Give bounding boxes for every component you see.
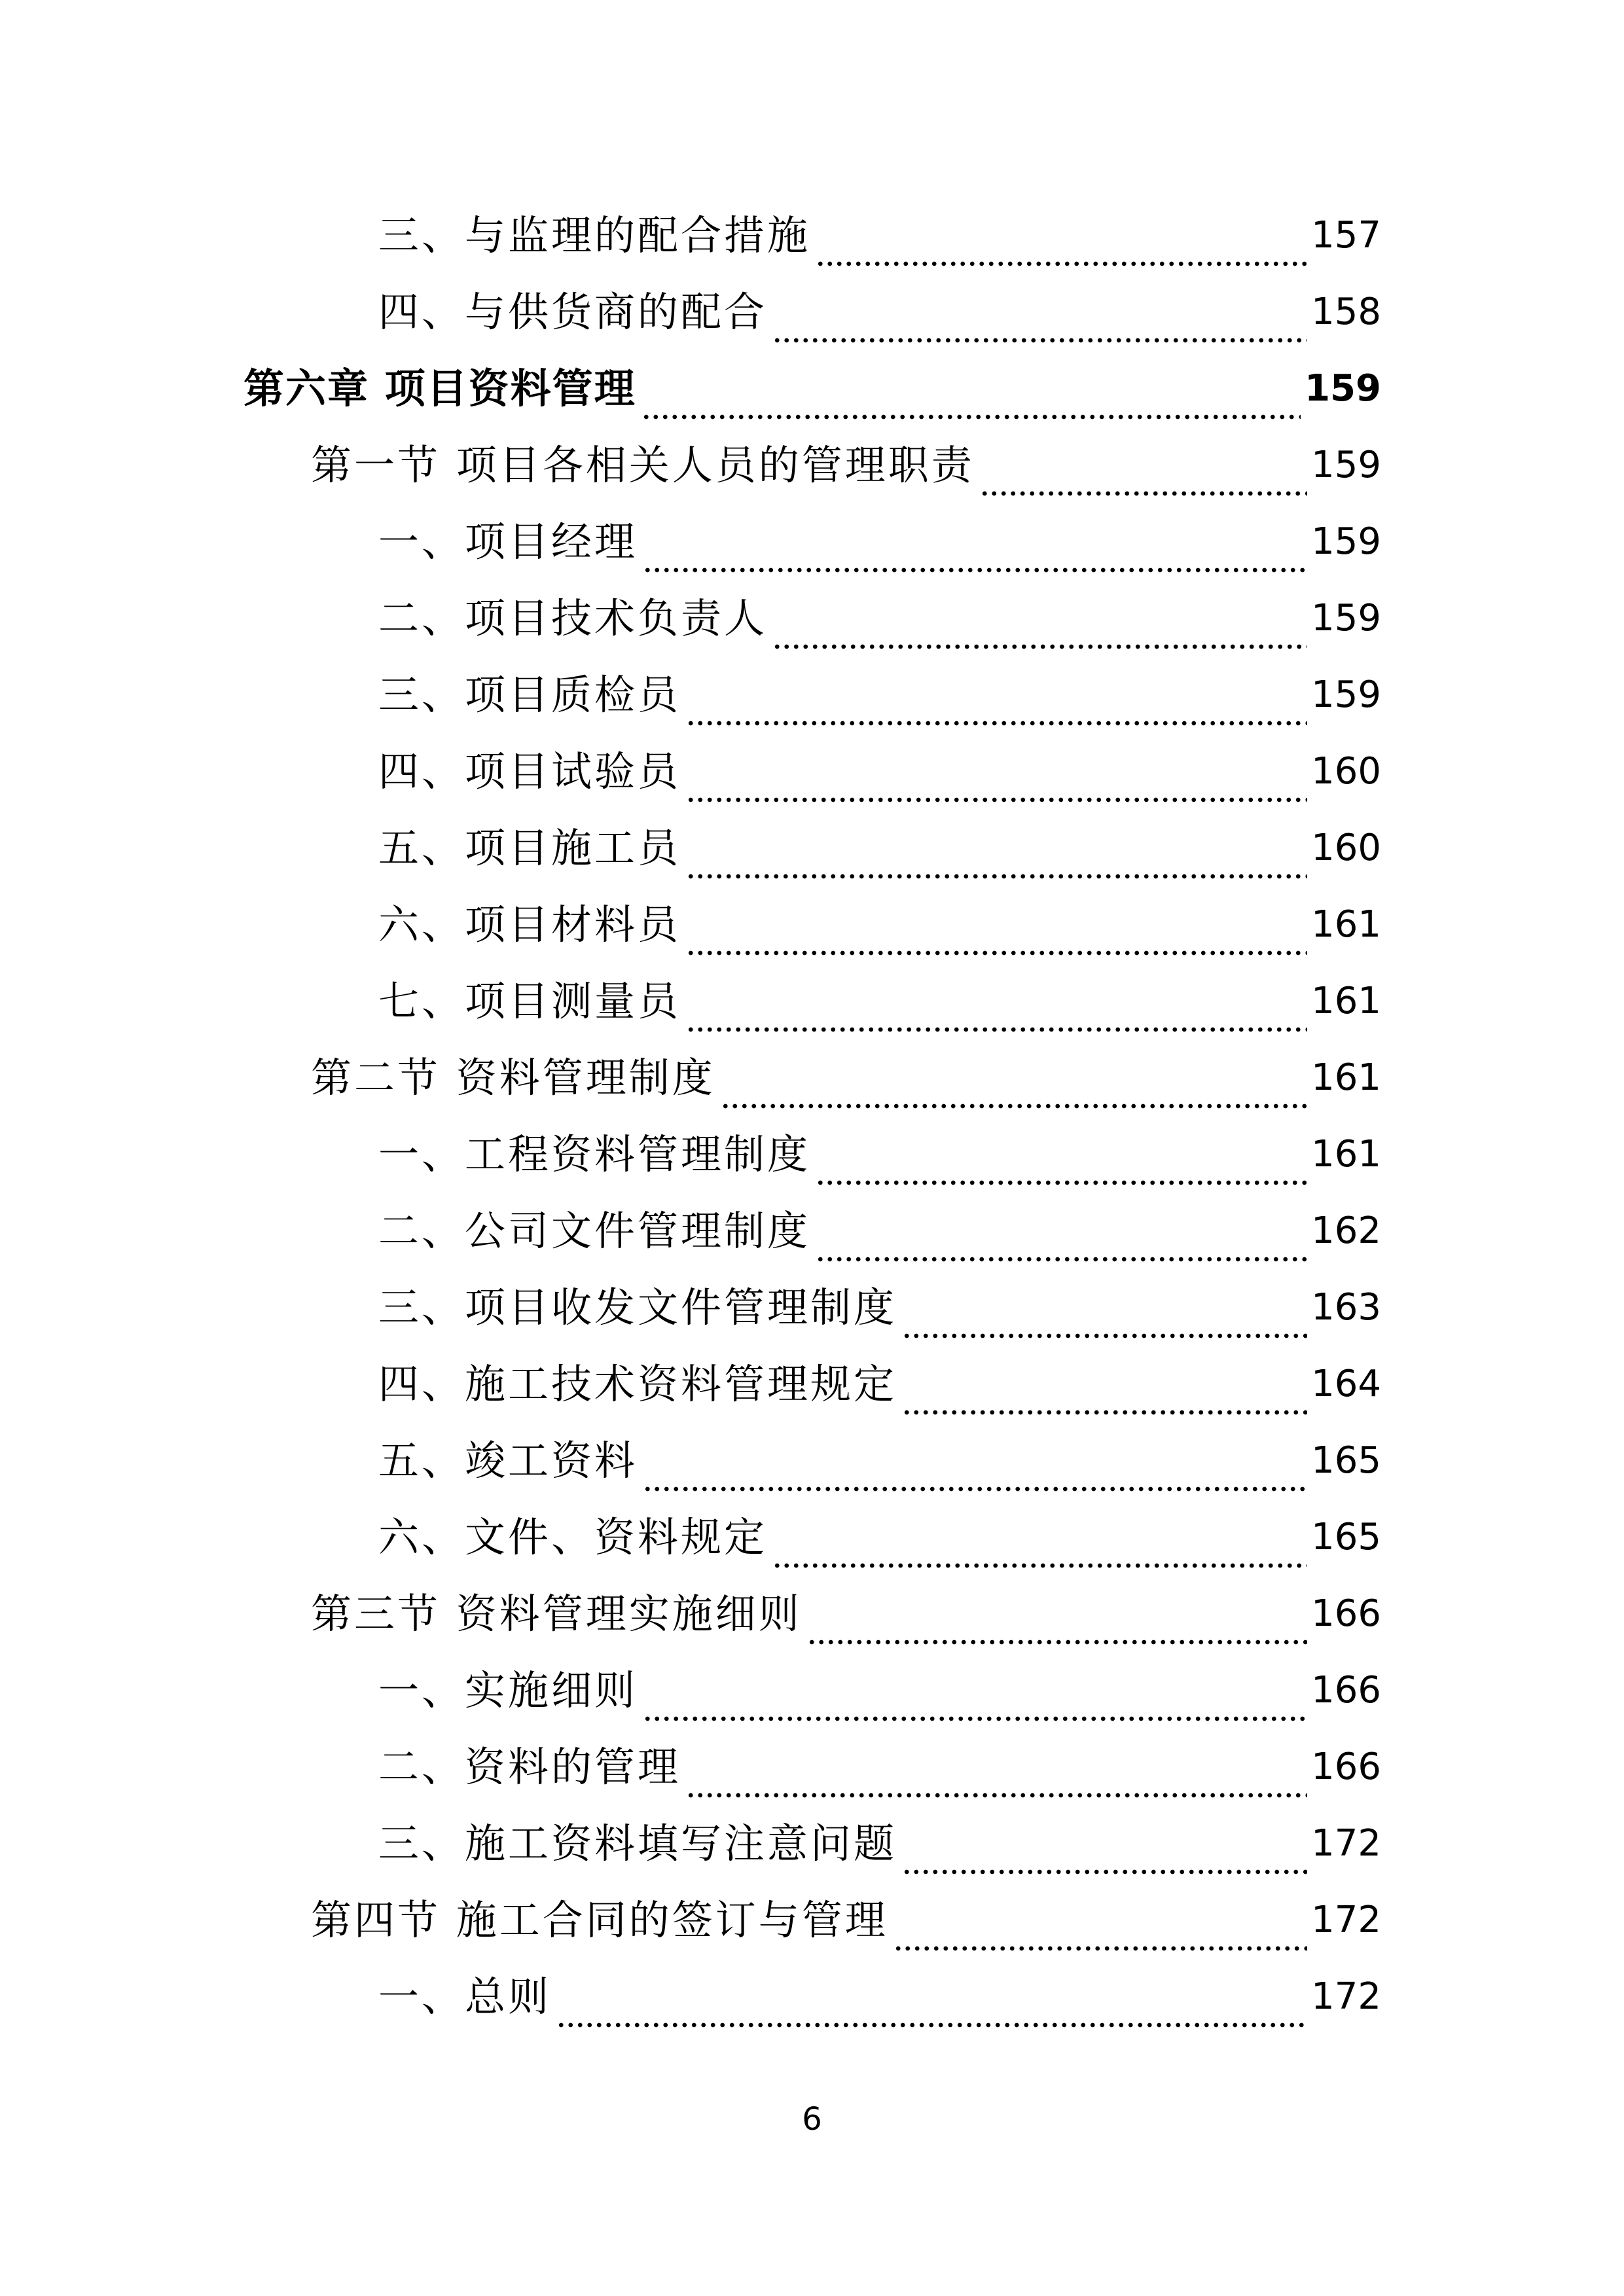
toc-entry-label: 二、资料的管理 bbox=[378, 1743, 681, 1791]
toc-entry[interactable] bbox=[378, 279, 1381, 345]
toc-section-entry[interactable] bbox=[311, 1581, 1381, 1647]
toc-entry[interactable] bbox=[378, 1275, 1381, 1340]
dot-leader bbox=[772, 1530, 1307, 1570]
dot-leader bbox=[643, 1683, 1307, 1723]
toc-section-entry[interactable] bbox=[311, 433, 1381, 498]
toc-entry-page: 172 bbox=[1311, 1822, 1381, 1865]
toc-entry[interactable] bbox=[378, 662, 1381, 728]
dot-leader bbox=[721, 1070, 1307, 1111]
dot-leader bbox=[816, 1147, 1307, 1187]
toc-chapter-entry[interactable] bbox=[244, 356, 1381, 422]
toc-entry[interactable] bbox=[378, 1122, 1381, 1187]
toc-entry-page: 161 bbox=[1311, 1056, 1381, 1099]
dot-leader bbox=[686, 1759, 1307, 1800]
toc-entry-page: 172 bbox=[1311, 1975, 1381, 2018]
toc-entry-page: 172 bbox=[1311, 1899, 1381, 1941]
toc-entry[interactable] bbox=[378, 1428, 1381, 1494]
toc-entry[interactable] bbox=[378, 1964, 1381, 2030]
toc-entry-label: 一、工程资料管理制度 bbox=[378, 1130, 811, 1178]
dot-leader bbox=[686, 840, 1307, 881]
toc-entry-page: 159 bbox=[1311, 520, 1381, 563]
toc-entry-page: 164 bbox=[1311, 1363, 1381, 1405]
toc-entry-page: 165 bbox=[1311, 1439, 1381, 1482]
toc-entry-page: 160 bbox=[1311, 750, 1381, 793]
toc-entry-page: 161 bbox=[1311, 1133, 1381, 1175]
toc-entry-page: 161 bbox=[1311, 980, 1381, 1022]
toc-entry-label: 一、总则 bbox=[378, 1973, 552, 2020]
toc-entry[interactable] bbox=[378, 1811, 1381, 1876]
toc-entry-label: 第一节 项目各相关人员的管理职责 bbox=[311, 441, 975, 489]
dot-leader bbox=[772, 304, 1307, 345]
toc-entry-page: 166 bbox=[1311, 1746, 1381, 1788]
toc-entry[interactable] bbox=[378, 1505, 1381, 1570]
dot-leader bbox=[807, 1606, 1307, 1647]
toc-entry-page: 166 bbox=[1311, 1592, 1381, 1635]
dot-leader bbox=[816, 1223, 1307, 1264]
toc-entry[interactable] bbox=[378, 1658, 1381, 1723]
dot-leader bbox=[772, 611, 1307, 651]
toc-entry-page: 162 bbox=[1311, 1210, 1381, 1252]
dot-leader bbox=[902, 1836, 1307, 1876]
toc-entry-label: 六、项目材料员 bbox=[378, 901, 681, 948]
toc-entry-label: 七、项目测量员 bbox=[378, 977, 681, 1025]
toc-entry-page: 163 bbox=[1311, 1286, 1381, 1329]
toc-entry-label: 第三节 资料管理实施细则 bbox=[311, 1590, 802, 1638]
dot-leader bbox=[686, 764, 1307, 804]
toc-entry[interactable] bbox=[378, 816, 1381, 881]
dot-leader bbox=[893, 1912, 1307, 1953]
toc-entry-label: 三、项目收发文件管理制度 bbox=[378, 1283, 897, 1331]
toc-entry-label: 四、施工技术资料管理规定 bbox=[378, 1360, 897, 1408]
toc-entry[interactable] bbox=[378, 969, 1381, 1034]
toc-entry-label: 第四节 施工合同的签订与管理 bbox=[311, 1896, 888, 1944]
toc-entry[interactable] bbox=[378, 892, 1381, 958]
dot-leader bbox=[641, 381, 1301, 422]
toc-entry[interactable] bbox=[378, 1352, 1381, 1417]
dot-leader bbox=[556, 1989, 1307, 2030]
toc-entry-page: 158 bbox=[1311, 291, 1381, 333]
toc-section-entry[interactable] bbox=[311, 1888, 1381, 1953]
toc-entry[interactable] bbox=[378, 1734, 1381, 1800]
toc-entry[interactable] bbox=[378, 739, 1381, 804]
toc-entry-label: 五、竣工资料 bbox=[378, 1437, 638, 1484]
toc-entry-label: 三、项目质检员 bbox=[378, 671, 681, 719]
dot-leader bbox=[643, 1453, 1307, 1494]
toc-entry-label: 三、与监理的配合措施 bbox=[378, 211, 811, 259]
toc-entry-page: 157 bbox=[1311, 214, 1381, 257]
toc-entry-label: 第六章 项目资料管理 bbox=[244, 365, 636, 412]
toc-entry-page: 159 bbox=[1311, 444, 1381, 486]
dot-leader bbox=[980, 457, 1307, 498]
toc-entry-label: 四、项目试验员 bbox=[378, 747, 681, 795]
toc-entry-label: 二、公司文件管理制度 bbox=[378, 1207, 811, 1255]
toc-entry-page: 159 bbox=[1305, 367, 1381, 410]
dot-leader bbox=[902, 1376, 1307, 1417]
toc-entry-page: 165 bbox=[1311, 1516, 1381, 1558]
toc-entry-label: 第二节 资料管理制度 bbox=[311, 1054, 715, 1102]
toc-entry-label: 五、项目施工员 bbox=[378, 824, 681, 872]
toc-entry[interactable] bbox=[378, 203, 1381, 268]
toc-entry[interactable] bbox=[378, 586, 1381, 651]
toc-entry-page: 161 bbox=[1311, 903, 1381, 946]
toc-entry-label: 二、项目技术负责人 bbox=[378, 594, 768, 642]
toc-entry-label: 一、实施细则 bbox=[378, 1666, 638, 1714]
page-number: 6 bbox=[802, 2101, 822, 2138]
toc-section-entry[interactable] bbox=[311, 1045, 1381, 1111]
toc-entry-label: 六、文件、资料规定 bbox=[378, 1513, 768, 1561]
toc-entry-page: 159 bbox=[1311, 673, 1381, 716]
toc-entry-label: 四、与供货商的配合 bbox=[378, 288, 768, 336]
dot-leader bbox=[686, 994, 1307, 1034]
dot-leader bbox=[902, 1300, 1307, 1340]
dot-leader bbox=[686, 917, 1307, 958]
dot-leader bbox=[816, 228, 1307, 268]
dot-leader bbox=[643, 534, 1307, 575]
toc-entry-page: 166 bbox=[1311, 1669, 1381, 1712]
toc-entry-page: 160 bbox=[1311, 827, 1381, 869]
toc-entry-label: 三、施工资料填写注意问题 bbox=[378, 1820, 897, 1867]
toc-entry-label: 一、项目经理 bbox=[378, 518, 638, 565]
toc-entry-page: 159 bbox=[1311, 597, 1381, 639]
toc-entry[interactable] bbox=[378, 1198, 1381, 1264]
dot-leader bbox=[686, 687, 1307, 728]
toc-entry[interactable] bbox=[378, 509, 1381, 575]
